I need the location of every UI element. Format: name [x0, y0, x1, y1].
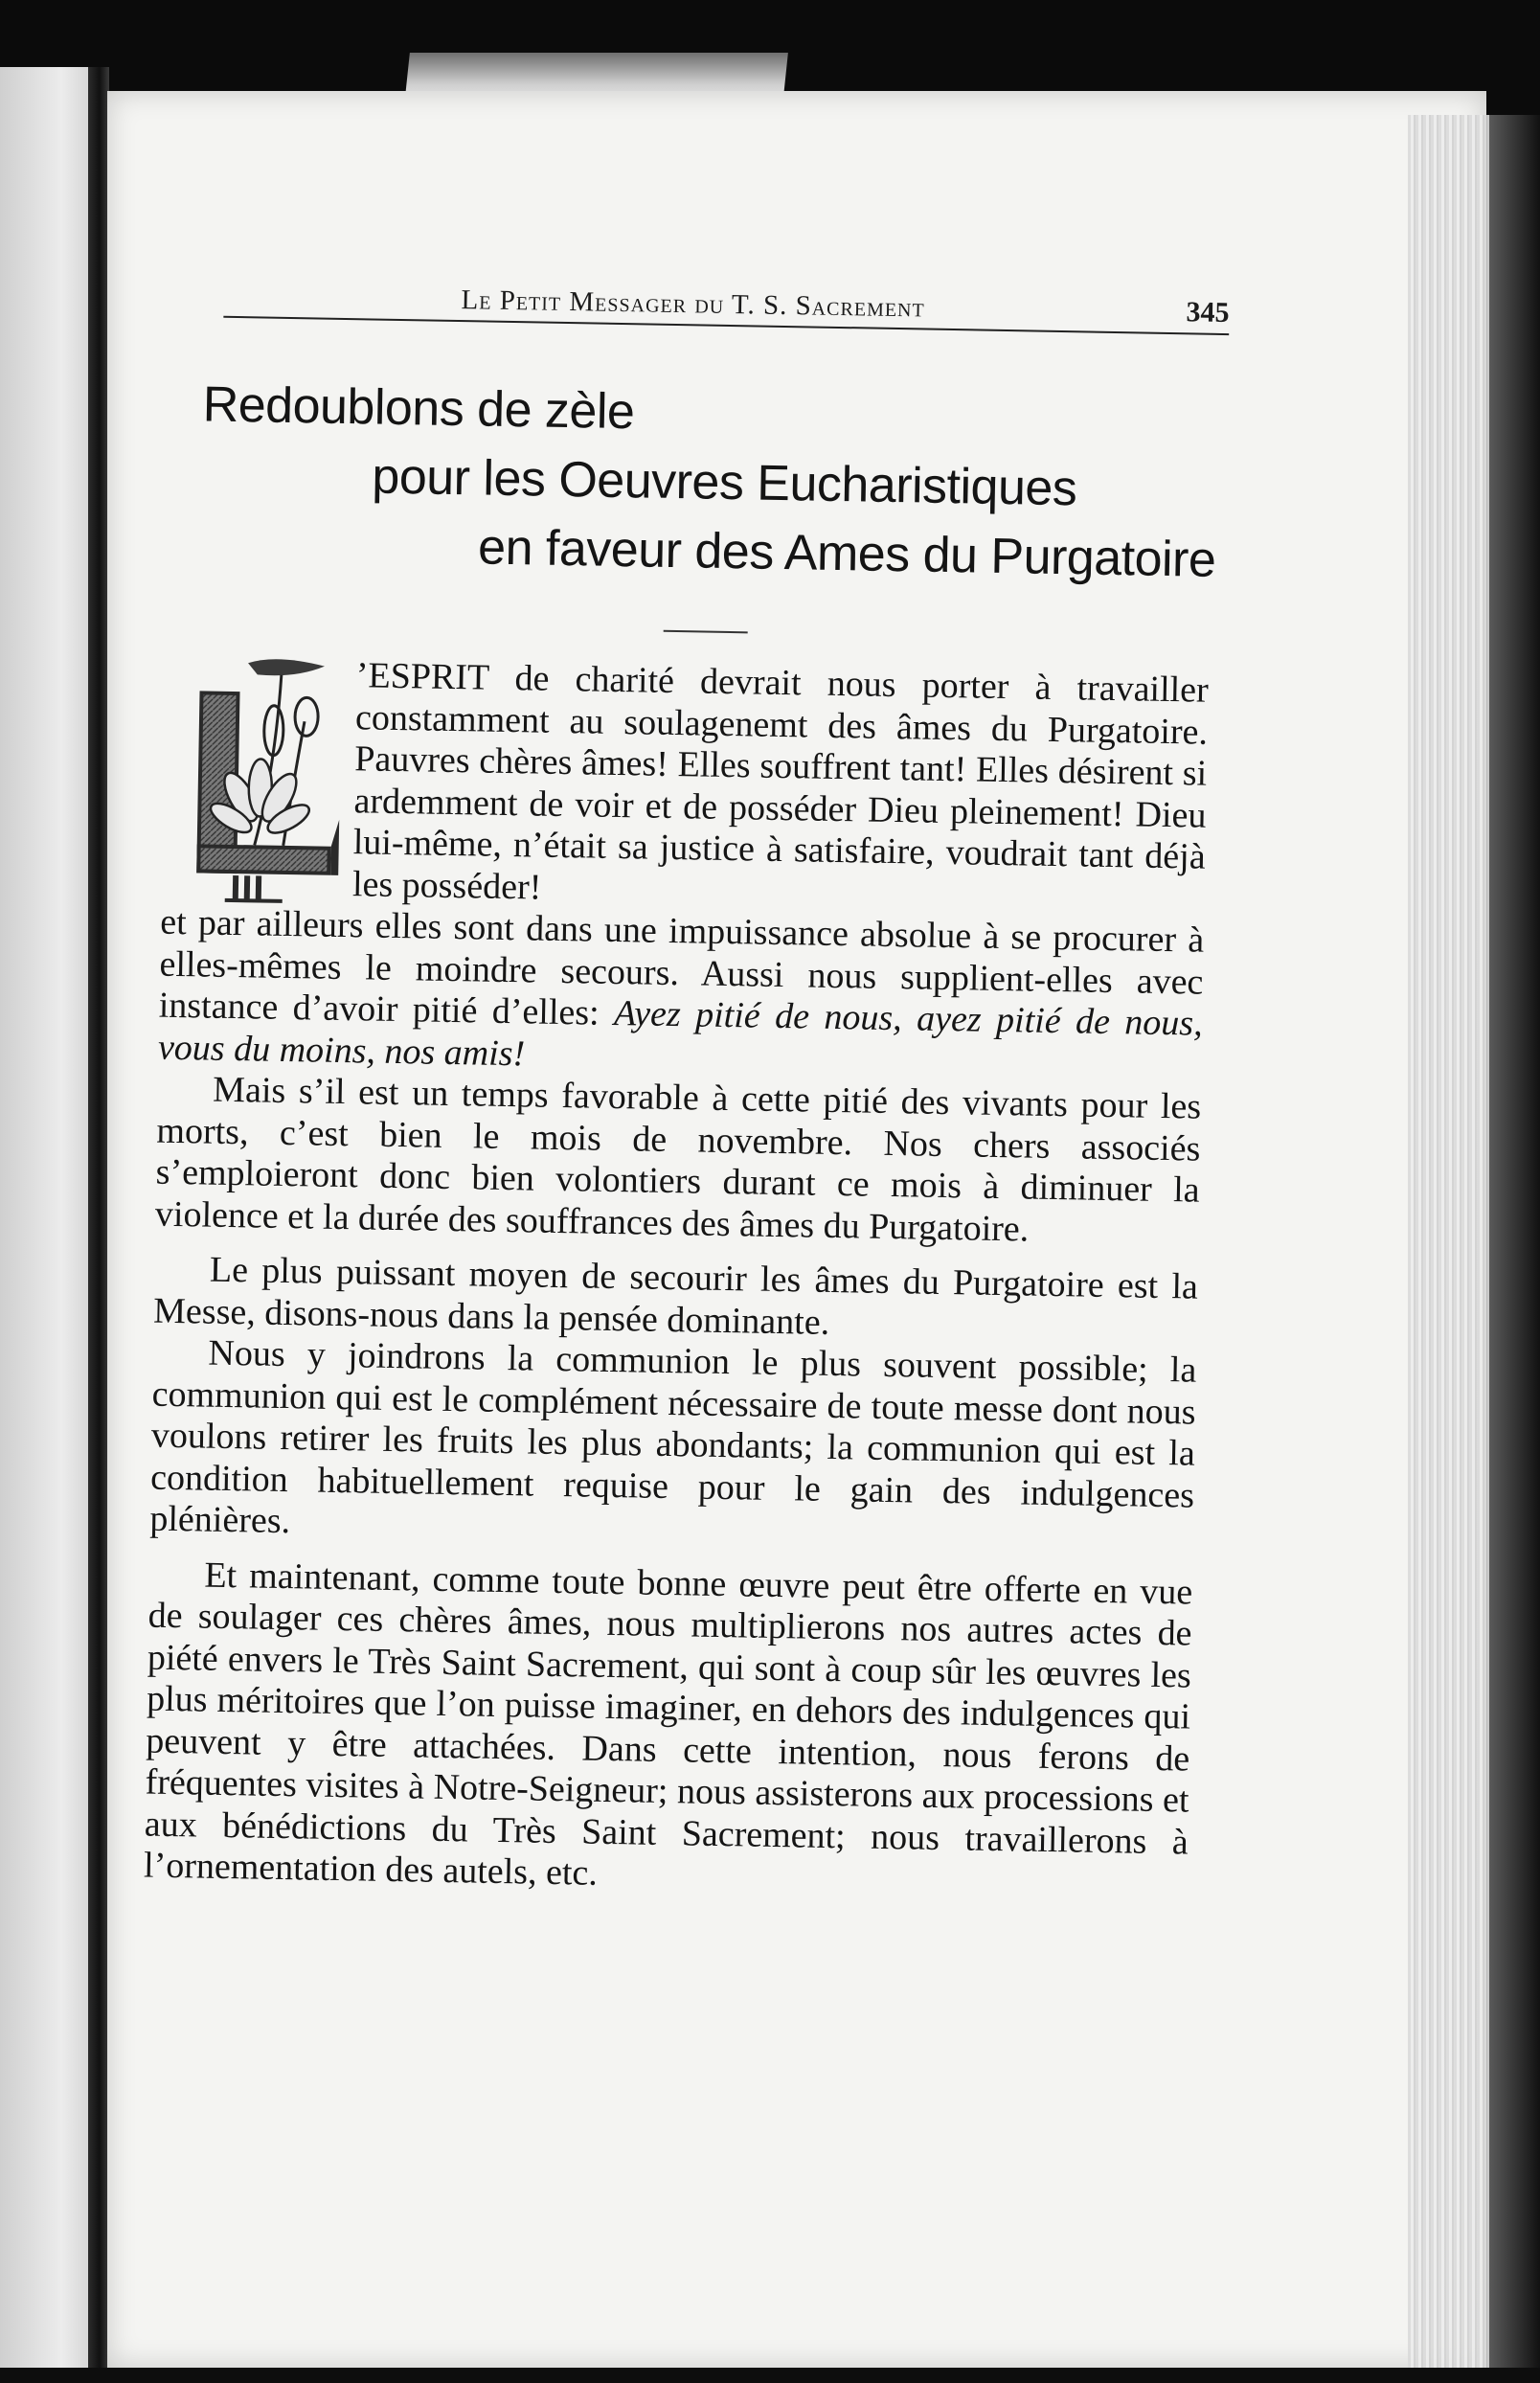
title-line-3: en faveur des Ames du Purgatoire	[477, 519, 1216, 588]
running-title: Le Petit Messager du T. S. Sacrement	[461, 284, 926, 324]
paragraph-2: Mais s’il est un temps favorable à cette pitié des vivants pour les morts, c’est bien le mois de novembre. Nos chers associés s’emploieront donc bien volontiers durant ce mois à diminuer la violence et la durée des souffrances des âmes du Purgatoire.	[154, 1069, 1202, 1250]
paragraph-5: Et maintenant, comme toute bonne œuvre peut être offerte en vue de soulager ces chères âmes, nous multiplierons nos autres actes de piété envers le Très Saint Sacrement, qui sont à coup sûr les œuvres les plus méritoires que l’on puisse imaginer, en dehors des indulgences qui peuvent y être attachées. Dans cette intention, nous ferons de fréquentes visites à Notre-Seigneur; nous assisterons aux processions et aux bénédictions du Très Saint Sacrement; nous travaillerons à l’ornementation des autels, etc.	[143, 1555, 1193, 1894]
paragraph-1-text: et par ailleurs elles sont dans une impuissance absolue à se procurer à elles-mêmes le moindre secours. Aussi nous supplient-elles avec instance d’avoir pitié d’elles:	[158, 901, 1205, 1033]
title-rule	[664, 630, 748, 634]
running-header	[223, 280, 1230, 335]
paragraph-1-continued	[158, 902, 1205, 1087]
paragraph-4: Nous y joindrons la communion le plus souvent possible; la communion qui est le complément nécessaire de toute messe dont nous voulons retirer les fruits les plus abondants; la communion qui est la condition habituellement requise pour le gain des indulgences plénières.	[149, 1332, 1197, 1542]
paragraph-1-quote: Ayez pitié de nous, ayez pitié de nous, vous du moins, nos amis!	[157, 992, 1204, 1074]
title-line-2: pour les Oeuvres Eucharistiques	[371, 448, 1077, 517]
page-number: 345	[1186, 296, 1230, 329]
article-title	[200, 370, 1238, 595]
article-body	[144, 652, 1209, 1905]
paragraph-3: Le plus puissant moyen de secourir les âmes du Purgatoire est la Messe, disons-nous dans la pensée dominante.	[152, 1249, 1199, 1343]
paragraph-1-opening: ’ESPRIT de charité devrait nous porter à travailler constamment au soulagenemt des âmes du Purgatoire. Pauvres chères âmes! Elles souffrent tant! Elles désirent si ardemment de voir et de posséder Dieu pleinement! Dieu lui-même, n’était sa justice à satisfaire, voudrait tant déjà les posséder!	[351, 655, 1210, 908]
title-line-1: Redoublons de zèle	[202, 376, 635, 441]
